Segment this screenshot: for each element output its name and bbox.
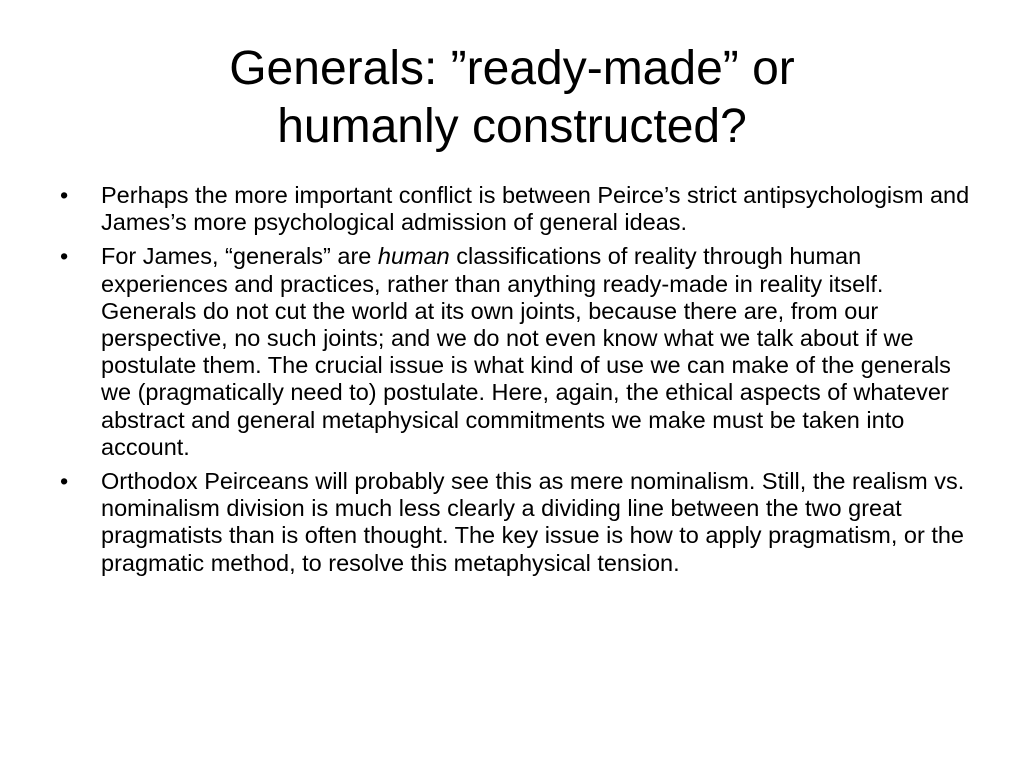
bullet-list	[60, 182, 970, 584]
bullet-icon: •	[60, 182, 69, 208]
bullet-item-2	[60, 243, 970, 461]
slide-title	[60, 40, 964, 156]
bullet-text-1: Perhaps the more important conflict is between Peirce’s strict antipsychologism and James’s more psychological admission of general ideas.	[101, 182, 970, 236]
slide-title-line-2: humanly constructed?	[277, 100, 747, 153]
bullet-item-3	[60, 468, 970, 577]
bullet-text-2-before: For James, “generals” are	[101, 243, 378, 270]
bullet-text-2-emphasis: human	[377, 243, 450, 270]
bullet-item-1	[60, 182, 970, 236]
slide-title-line-1: Generals: ”ready-made” or	[229, 42, 795, 95]
bullet-icon: •	[60, 468, 69, 495]
bullet-text-2-after: classifications of reality through human experiences and practices, rather than anything ready-made in reality itself. Generals do not cut the world at its own joints, because there are, from our perspective, no such joints; and we do not even know what we talk about if we postulate them. The crucial issue is what kind of use we can make of the generals we (pragmatically need to) postulate. Here, again, the ethical aspects of whatever abstract and general metaphysical commitments we make must be taken into account.	[101, 243, 951, 460]
bullet-text-3: Orthodox Peirceans will probably see this as mere nominalism. Still, the realism vs. nominalism division is much less clearly a dividing line between the two great pragmatists than is often thought. The key issue is how to apply pragmatism, or the pragmatic method, to resolve this metaphysical tension.	[101, 468, 965, 576]
bullet-icon: •	[60, 243, 69, 270]
